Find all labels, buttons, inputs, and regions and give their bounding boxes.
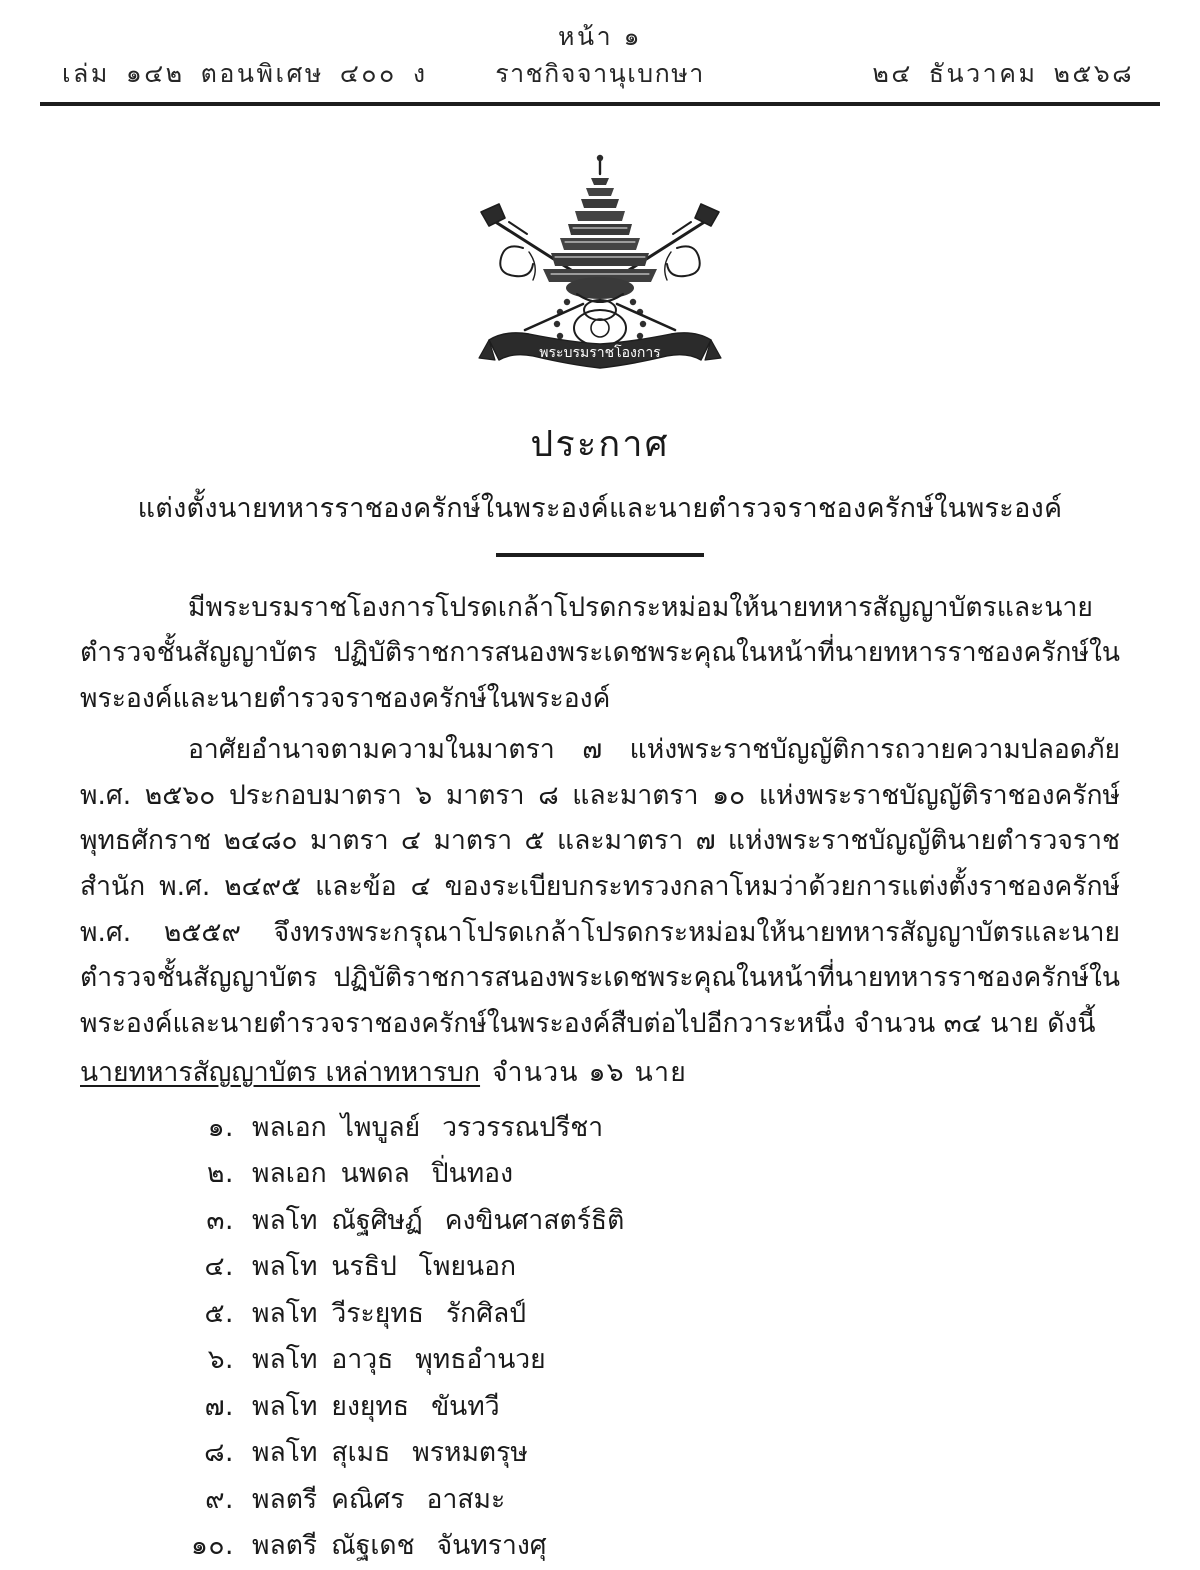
officer-given-name: คณิศร	[331, 1483, 405, 1515]
page-number-label: หน้า ๑	[558, 22, 642, 51]
list-item	[140, 1430, 1120, 1477]
officer-given-name: ณัฐเดช	[331, 1530, 415, 1562]
paragraph-preamble-text: มีพระบรมราชโองการโปรดเกล้าโปรดกระหม่อมให้นายทหารสัญญาบัตรและนายตำรวจชั้นสัญญาบัตร ปฏิบัติราชการสนองพระเดชพระคุณในหน้าที่นายทหารราชองครักษ์ในพระองค์และนายตำรวจราชองครักษ์ในพระองค์	[80, 591, 1120, 714]
officer-rank: พลโท	[252, 1251, 318, 1283]
officer-number: ๔.	[204, 1251, 234, 1283]
volume-label: เล่ม	[62, 58, 110, 88]
list-item	[140, 1105, 1120, 1152]
list-item	[140, 1291, 1120, 1338]
document-body	[80, 557, 1120, 1570]
officer-family-name: ขันทวี	[431, 1390, 500, 1422]
officer-given-name: นพดล	[340, 1158, 410, 1190]
officer-family-name: วรวรรณปรีชา	[442, 1111, 604, 1143]
officer-number: ๖.	[207, 1344, 234, 1376]
officer-family-name: จันทรางศุ	[436, 1530, 547, 1562]
officer-given-name: ยงยุทธ	[331, 1390, 410, 1422]
officer-family-name: อาสมะ	[426, 1483, 506, 1515]
officer-rank: พลโท	[252, 1437, 318, 1469]
volume-section-group	[40, 54, 428, 94]
officer-number: ๑๐.	[190, 1530, 234, 1562]
officer-number: ๒.	[207, 1158, 234, 1190]
list-item	[140, 1523, 1120, 1570]
emblem-banner-text: พระบรมราชโองการ	[539, 344, 661, 361]
list-item	[140, 1151, 1120, 1198]
officer-number: ๕.	[204, 1297, 234, 1329]
section-heading-underlined: นายทหารสัญญาบัตร เหล่าทหารบก	[80, 1057, 481, 1089]
officer-number: ๑.	[207, 1111, 234, 1143]
officer-number: ๘.	[204, 1437, 234, 1469]
document-subtitle: แต่งตั้งนายทหารราชองครักษ์ในพระองค์และนายตำรวจราชองครักษ์ในพระองค์	[137, 492, 1063, 524]
section-heading-count: จำนวน ๑๖ นาย	[492, 1057, 688, 1089]
officer-number: ๗.	[204, 1390, 234, 1422]
date-year: ๒๕๖๘	[1053, 58, 1134, 88]
section-letter: ง	[412, 58, 428, 88]
officer-rank: พลโท	[252, 1204, 318, 1236]
officer-family-name: พุทธอำนวย	[415, 1344, 546, 1376]
officer-rank: พลเอก	[252, 1158, 327, 1190]
officer-given-name: วีระยุทธ	[331, 1297, 424, 1329]
officer-family-name: ปิ่นทอง	[431, 1158, 514, 1190]
list-item	[140, 1477, 1120, 1524]
section-heading-army	[80, 1052, 1120, 1094]
officer-family-name: รักศิลป์	[445, 1297, 527, 1329]
section-label: ตอนพิเศษ	[200, 58, 324, 88]
officer-family-name: พรหมตรุษ	[412, 1437, 528, 1469]
date-day: ๒๔	[872, 58, 913, 88]
officer-given-name: ไพบูลย์	[340, 1111, 421, 1143]
paragraph-authority-text: อาศัยอำนาจตามความในมาตรา ๗ แห่งพระราชบัญญัติการถวายความปลอดภัย พ.ศ. ๒๕๖๐ ประกอบมาตรา ๖ มาตรา ๘ และมาตรา ๑๐ แห่งพระราชบัญญัติราชองครักษ์ พุทธศักราช ๒๔๘๐ มาตรา ๔ มาตรา ๕ และมาตรา ๗ แห่งพระราชบัญญัตินายตำรวจราชสำนัก พ.ศ. ๒๔๙๕ และข้อ ๔ ของระเบียบกระทรวงกลาโหมว่าด้วยการแต่งตั้งราชองครักษ์ พ.ศ. ๒๕๕๙ จึงทรงพระกรุณาโปรดเกล้าโปรดกระหม่อมให้นายทหารสัญญาบัตรและนายตำรวจชั้นสัญญาบัตร ปฏิบัติราชการสนองพระเดชพระคุณในหน้าที่นายทหารราชองครักษ์ในพระองค์และนายตำรวจราชองครักษ์ในพระองค์สืบต่อไปอีกวาระหนึ่ง จำนวน ๓๔ นาย ดังนี้	[80, 734, 1120, 1039]
officer-family-name: โพยนอก	[418, 1251, 517, 1283]
officer-rank: พลโท	[252, 1390, 318, 1422]
officer-family-name: คงขินศาสตร์ธิติ	[444, 1204, 625, 1236]
officer-given-name: สุเมธ	[331, 1437, 391, 1469]
publication-date-group	[872, 54, 1160, 94]
officer-given-name: อาวุธ	[331, 1344, 394, 1376]
officer-number: ๙.	[205, 1483, 234, 1515]
officer-rank: พลโท	[252, 1297, 318, 1329]
officer-rank: พลเอก	[252, 1111, 327, 1143]
volume-number: ๑๔๒	[125, 58, 185, 88]
officer-rank: พลโท	[252, 1344, 318, 1376]
masthead	[40, 0, 1160, 94]
officer-rank: พลตรี	[252, 1483, 318, 1515]
officer-number: ๓.	[206, 1204, 234, 1236]
publication-name: ราชกิจจานุเบกษา	[495, 58, 705, 88]
royal-command-emblem-icon	[465, 152, 735, 377]
section-number: ๔๐๐	[339, 58, 397, 88]
list-item	[140, 1337, 1120, 1384]
document-title: ประกาศ	[530, 423, 670, 465]
officer-given-name: ณัฐศิษฏ์	[331, 1204, 423, 1236]
masthead-row	[40, 54, 1160, 94]
officer-rank: พลตรี	[252, 1530, 318, 1562]
emblem-container	[0, 152, 1200, 381]
paragraph-authority	[80, 727, 1120, 1046]
paragraph-preamble	[80, 585, 1120, 722]
list-item	[140, 1244, 1120, 1291]
list-item	[140, 1384, 1120, 1431]
list-item	[140, 1198, 1120, 1245]
date-month: ธันวาคม	[928, 58, 1038, 88]
officer-given-name: นรธิป	[331, 1251, 397, 1283]
officer-list	[80, 1105, 1120, 1570]
masthead-divider	[40, 102, 1160, 106]
